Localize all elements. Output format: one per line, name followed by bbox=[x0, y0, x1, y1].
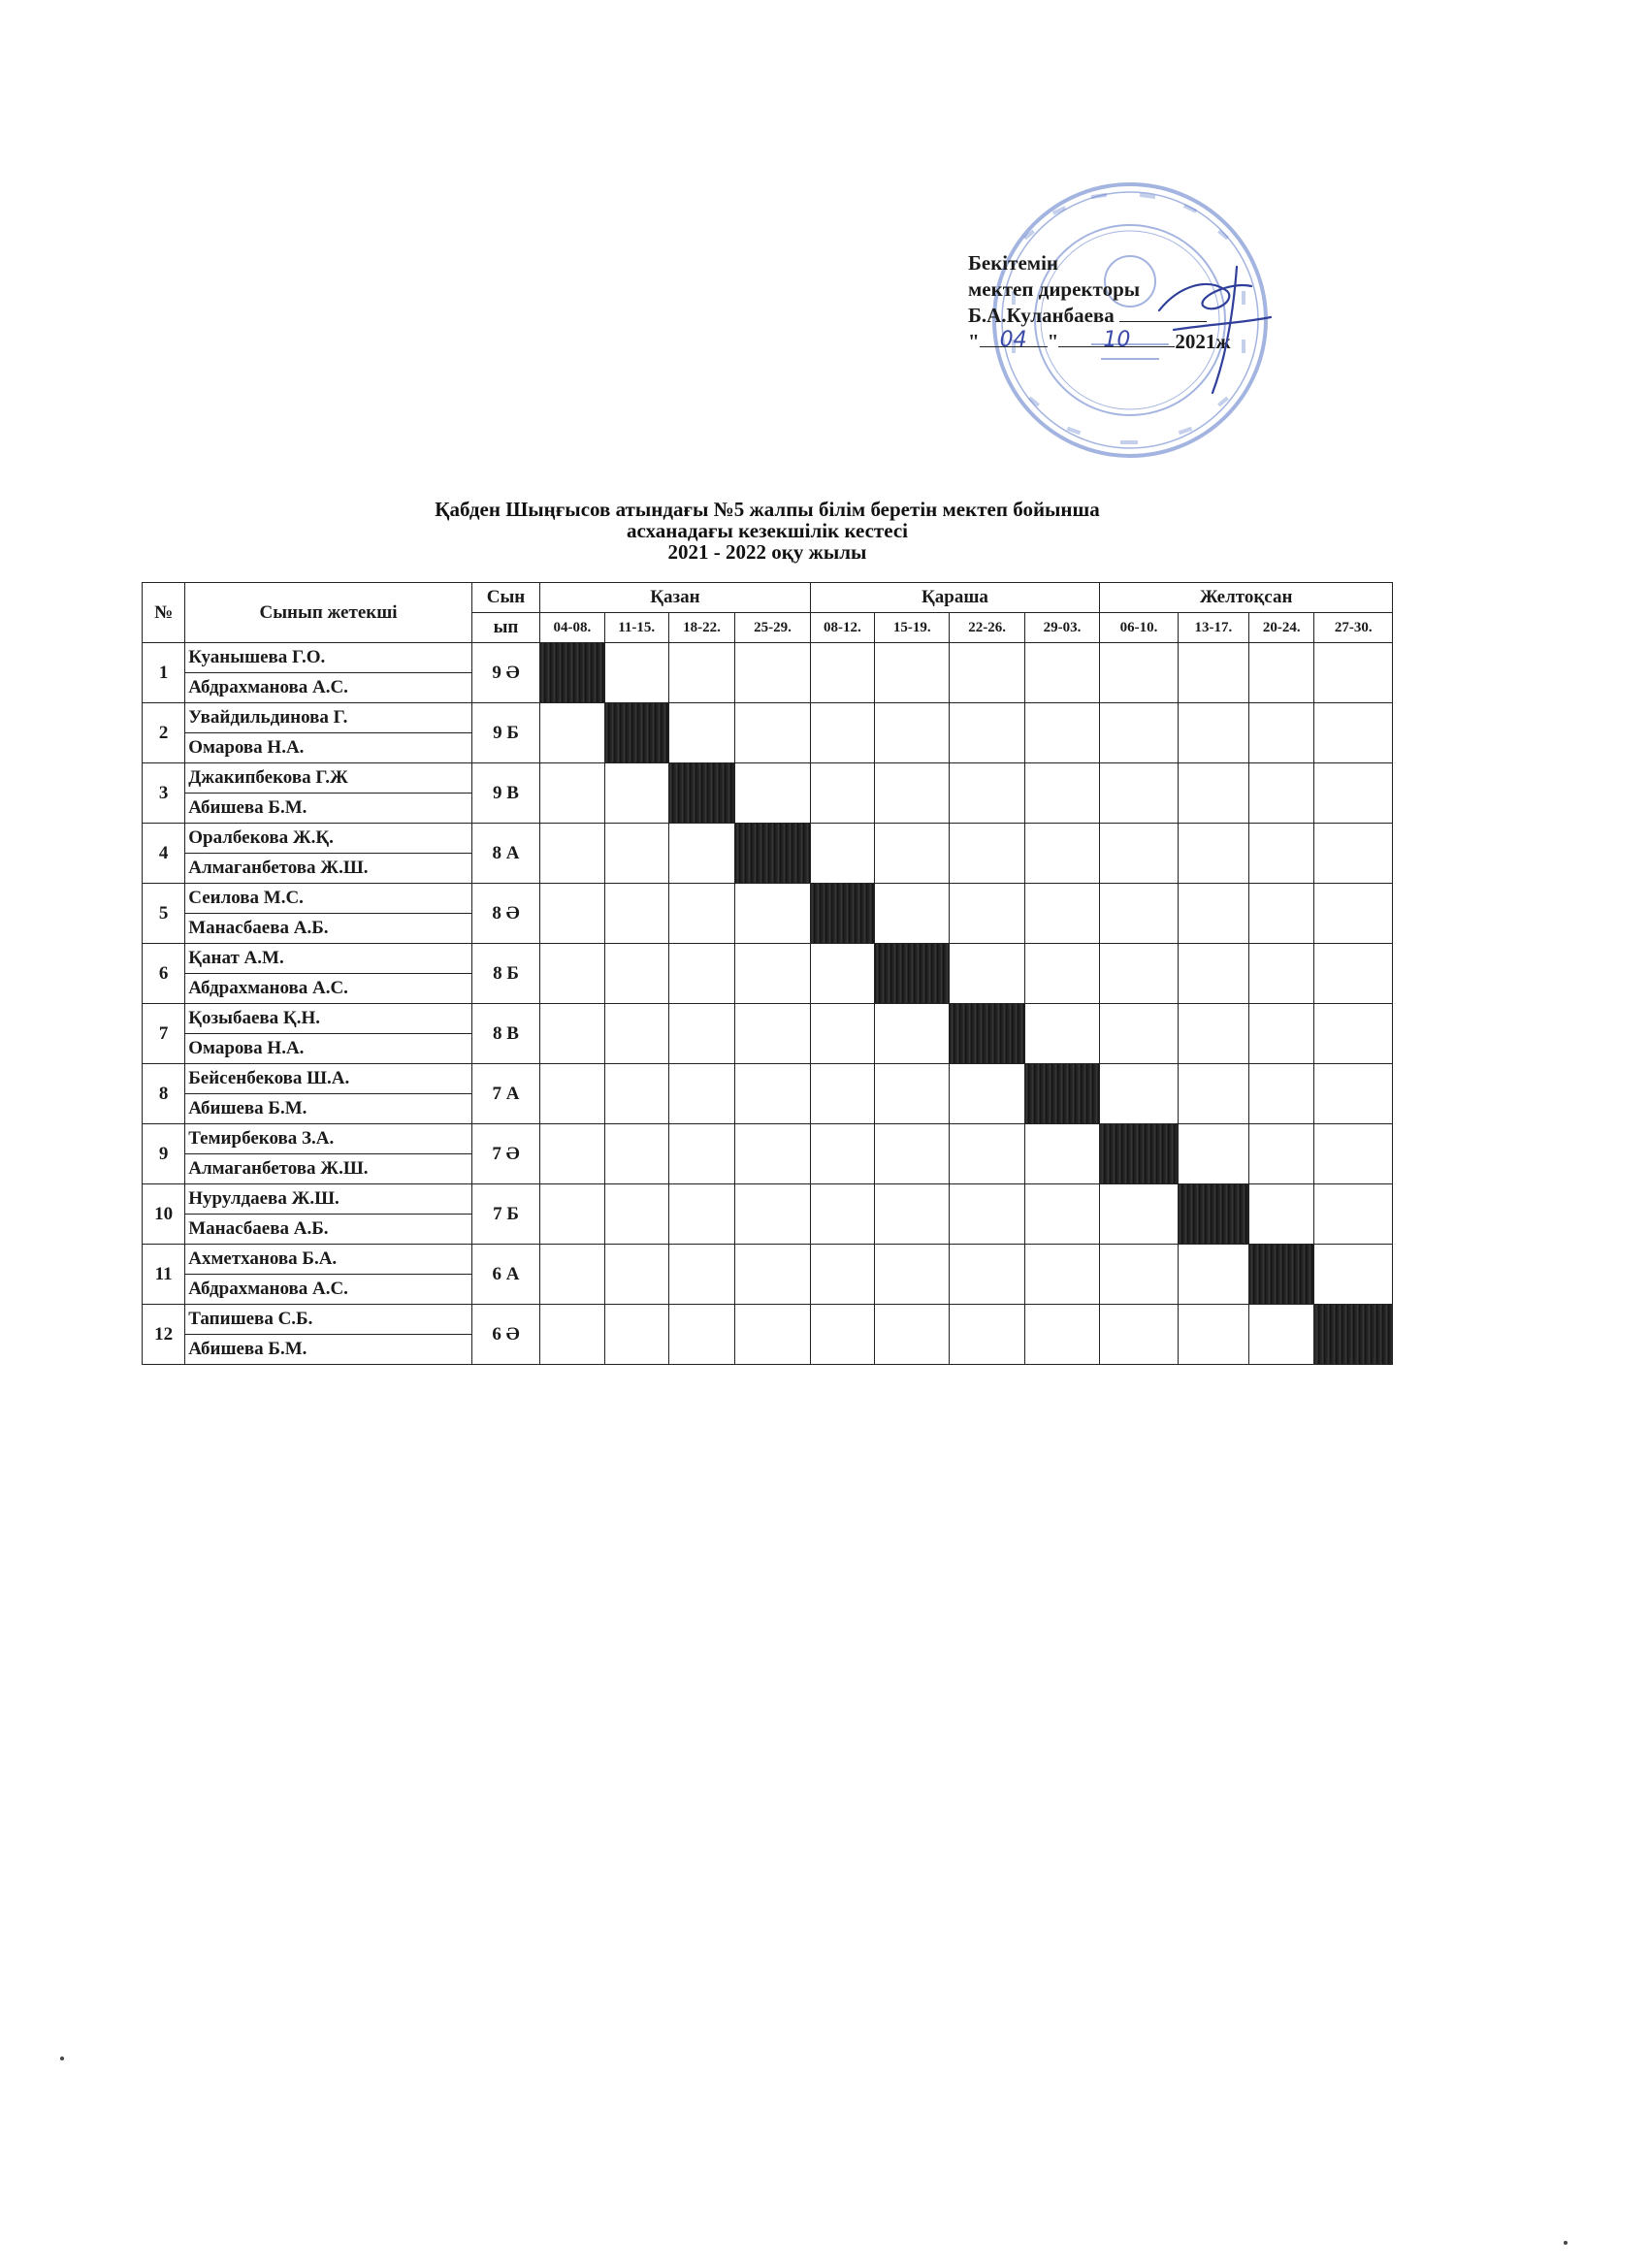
duty-week-cell bbox=[875, 1245, 950, 1305]
class-teacher-name: Тапишева С.Б. bbox=[185, 1305, 472, 1335]
class-teacher-name: Джакипбекова Г.Ж bbox=[185, 763, 472, 794]
duty-week-cell bbox=[950, 824, 1024, 884]
duty-week-cell-filled bbox=[1314, 1305, 1393, 1365]
assistant-teacher-name: Омарова Н.А. bbox=[185, 733, 472, 763]
duty-week-cell bbox=[810, 1184, 874, 1245]
duty-week-cell bbox=[1100, 824, 1178, 884]
date-month: 10 bbox=[1103, 328, 1131, 352]
duty-week-cell bbox=[735, 1305, 810, 1365]
duty-week-cell bbox=[1314, 703, 1393, 763]
duty-week-cell bbox=[1178, 1245, 1248, 1305]
table-row bbox=[143, 703, 1393, 733]
duty-week-cell bbox=[810, 763, 874, 824]
duty-week-cell-filled bbox=[875, 944, 950, 1004]
duty-week-cell bbox=[1024, 1124, 1099, 1184]
table-row bbox=[143, 1245, 1393, 1275]
assistant-teacher-name: Абишева Б.М. bbox=[185, 1094, 472, 1124]
class-label: 7 Б bbox=[471, 1184, 539, 1245]
duty-week-cell bbox=[604, 944, 668, 1004]
duty-week-cell bbox=[810, 944, 874, 1004]
duty-week-cell bbox=[668, 1064, 734, 1124]
assistant-teacher-name: Абишева Б.М. bbox=[185, 1335, 472, 1365]
duty-week-cell bbox=[735, 1124, 810, 1184]
assistant-teacher-name: Манасбаева А.Б. bbox=[185, 1215, 472, 1245]
duty-week-cell bbox=[810, 703, 874, 763]
row-number: 6 bbox=[143, 944, 185, 1004]
duty-week-cell bbox=[668, 1124, 734, 1184]
duty-week-cell bbox=[668, 643, 734, 703]
class-label: 6 А bbox=[471, 1245, 539, 1305]
row-number: 3 bbox=[143, 763, 185, 824]
header-month-october: Қазан bbox=[540, 583, 811, 613]
header-week: 27-30. bbox=[1314, 613, 1393, 643]
table-row bbox=[143, 1184, 1393, 1215]
duty-week-cell bbox=[1249, 703, 1314, 763]
duty-week-cell bbox=[735, 1184, 810, 1245]
duty-week-cell bbox=[604, 1004, 668, 1064]
duty-week-cell bbox=[1178, 763, 1248, 824]
table-row bbox=[143, 643, 1393, 673]
row-number: 11 bbox=[143, 1245, 185, 1305]
duty-week-cell bbox=[1314, 944, 1393, 1004]
class-label: 9 Б bbox=[471, 703, 539, 763]
title-line-1: Қабден Шыңғысов атындағы №5 жалпы білім беретін мектеп бойынша bbox=[435, 498, 1100, 521]
header-week: 18-22. bbox=[668, 613, 734, 643]
table-row bbox=[143, 1305, 1393, 1335]
assistant-teacher-name: Алмаганбетова Ж.Ш. bbox=[185, 1154, 472, 1184]
duty-week-cell bbox=[1024, 944, 1099, 1004]
duty-week-cell bbox=[735, 1064, 810, 1124]
duty-week-cell bbox=[604, 824, 668, 884]
header-class-bottom: ып bbox=[471, 613, 539, 643]
duty-week-cell bbox=[668, 944, 734, 1004]
header-week: 13-17. bbox=[1178, 613, 1248, 643]
duty-week-cell bbox=[604, 1184, 668, 1245]
duty-week-cell bbox=[1100, 884, 1178, 944]
header-week: 06-10. bbox=[1100, 613, 1178, 643]
duty-week-cell bbox=[875, 1124, 950, 1184]
duty-week-cell bbox=[875, 643, 950, 703]
class-label: 8 А bbox=[471, 824, 539, 884]
duty-week-cell bbox=[875, 763, 950, 824]
title-line-2: асханадағы кезекшілік кестесі bbox=[627, 519, 908, 542]
header-week: 22-26. bbox=[950, 613, 1024, 643]
duty-week-cell bbox=[1178, 703, 1248, 763]
class-label: 8 Б bbox=[471, 944, 539, 1004]
header-week: 11-15. bbox=[604, 613, 668, 643]
duty-week-cell bbox=[1100, 944, 1178, 1004]
duty-week-cell bbox=[540, 824, 604, 884]
duty-week-cell bbox=[875, 1004, 950, 1064]
duty-week-cell bbox=[1024, 1245, 1099, 1305]
duty-week-cell bbox=[950, 944, 1024, 1004]
approval-position: мектеп директоры bbox=[968, 277, 1141, 301]
duty-week-cell bbox=[875, 824, 950, 884]
class-label: 9 Ә bbox=[471, 643, 539, 703]
duty-week-cell bbox=[1314, 884, 1393, 944]
duty-week-cell bbox=[604, 884, 668, 944]
duty-week-cell bbox=[1024, 1305, 1099, 1365]
duty-week-cell bbox=[668, 884, 734, 944]
duty-week-cell-filled bbox=[1249, 1245, 1314, 1305]
duty-week-cell bbox=[735, 643, 810, 703]
duty-week-cell bbox=[1249, 1124, 1314, 1184]
row-number: 2 bbox=[143, 703, 185, 763]
duty-week-cell bbox=[1100, 1184, 1178, 1245]
duty-week-cell bbox=[1249, 1064, 1314, 1124]
duty-week-cell bbox=[1100, 703, 1178, 763]
date-year: 2021ж bbox=[1175, 330, 1231, 353]
duty-week-cell bbox=[540, 884, 604, 944]
duty-week-cell bbox=[1178, 643, 1248, 703]
row-number: 4 bbox=[143, 824, 185, 884]
duty-week-cell bbox=[1314, 1004, 1393, 1064]
table-row bbox=[143, 884, 1393, 914]
duty-week-cell bbox=[950, 1245, 1024, 1305]
duty-week-cell bbox=[1178, 1305, 1248, 1365]
duty-week-cell-filled bbox=[1178, 1184, 1248, 1245]
duty-week-cell bbox=[1249, 884, 1314, 944]
class-teacher-name: Қозыбаева Қ.Н. bbox=[185, 1004, 472, 1034]
table-row bbox=[143, 1124, 1393, 1154]
duty-week-cell bbox=[875, 1305, 950, 1365]
scan-speck bbox=[60, 2057, 64, 2060]
duty-week-cell bbox=[1024, 763, 1099, 824]
class-label: 9 В bbox=[471, 763, 539, 824]
duty-week-cell bbox=[540, 944, 604, 1004]
class-teacher-name: Темирбекова З.А. bbox=[185, 1124, 472, 1154]
row-number: 8 bbox=[143, 1064, 185, 1124]
duty-week-cell bbox=[1024, 824, 1099, 884]
duty-week-cell bbox=[540, 1004, 604, 1064]
header-teacher: Сынып жетекші bbox=[185, 583, 472, 643]
duty-week-cell bbox=[1024, 643, 1099, 703]
duty-week-cell bbox=[604, 1064, 668, 1124]
document-title bbox=[142, 499, 1393, 563]
duty-week-cell bbox=[875, 703, 950, 763]
duty-week-cell bbox=[604, 1124, 668, 1184]
duty-week-cell bbox=[1249, 824, 1314, 884]
header-month-december: Желтоқсан bbox=[1100, 583, 1393, 613]
approval-date-line: " 04 " 10 2021ж bbox=[968, 328, 1231, 353]
row-number: 1 bbox=[143, 643, 185, 703]
header-month-november: Қараша bbox=[810, 583, 1100, 613]
duty-week-cell-filled bbox=[540, 643, 604, 703]
date-day-blank bbox=[980, 328, 1048, 352]
row-number: 10 bbox=[143, 1184, 185, 1245]
duty-week-cell bbox=[950, 1124, 1024, 1184]
assistant-teacher-name: Омарова Н.А. bbox=[185, 1034, 472, 1064]
duty-week-cell bbox=[540, 763, 604, 824]
duty-week-cell bbox=[1314, 1124, 1393, 1184]
class-teacher-name: Оралбекова Ж.Қ. bbox=[185, 824, 472, 854]
duty-week-cell bbox=[810, 1064, 874, 1124]
duty-week-cell bbox=[1178, 824, 1248, 884]
assistant-teacher-name: Абишева Б.М. bbox=[185, 794, 472, 824]
duty-week-cell bbox=[668, 1004, 734, 1064]
duty-week-cell bbox=[1100, 763, 1178, 824]
header-class-top: Сын bbox=[471, 583, 539, 613]
duty-week-cell bbox=[1314, 763, 1393, 824]
duty-week-cell-filled bbox=[1024, 1064, 1099, 1124]
header-week: 04-08. bbox=[540, 613, 604, 643]
duty-week-cell bbox=[735, 763, 810, 824]
duty-week-cell bbox=[540, 1305, 604, 1365]
duty-week-cell bbox=[1024, 1184, 1099, 1245]
duty-week-cell bbox=[668, 1245, 734, 1305]
row-number: 5 bbox=[143, 884, 185, 944]
header-week: 15-19. bbox=[875, 613, 950, 643]
assistant-teacher-name: Абдрахманова А.С. bbox=[185, 1275, 472, 1305]
assistant-teacher-name: Манасбаева А.Б. bbox=[185, 914, 472, 944]
header-number: № bbox=[143, 583, 185, 643]
duty-week-cell bbox=[810, 643, 874, 703]
header-week: 29-03. bbox=[1024, 613, 1099, 643]
duty-week-cell bbox=[604, 643, 668, 703]
class-label: 7 Ә bbox=[471, 1124, 539, 1184]
duty-week-cell bbox=[604, 1245, 668, 1305]
duty-week-cell bbox=[950, 643, 1024, 703]
duty-week-cell-filled bbox=[604, 703, 668, 763]
header-week: 25-29. bbox=[735, 613, 810, 643]
class-teacher-name: Сеилова М.С. bbox=[185, 884, 472, 914]
duty-week-cell bbox=[540, 1245, 604, 1305]
duty-week-cell bbox=[735, 703, 810, 763]
assistant-teacher-name: Алмаганбетова Ж.Ш. bbox=[185, 854, 472, 884]
duty-week-cell bbox=[735, 884, 810, 944]
duty-week-cell bbox=[875, 884, 950, 944]
table-row bbox=[143, 824, 1393, 854]
duty-week-cell bbox=[1249, 1305, 1314, 1365]
duty-week-cell bbox=[604, 1305, 668, 1365]
duty-week-cell bbox=[1314, 1245, 1393, 1305]
duty-week-cell bbox=[668, 824, 734, 884]
duty-week-cell bbox=[540, 1184, 604, 1245]
duty-week-cell bbox=[1024, 703, 1099, 763]
director-name: Б.А.Куланбаева bbox=[968, 304, 1115, 327]
duty-week-cell bbox=[735, 944, 810, 1004]
class-teacher-name: Нурулдаева Ж.Ш. bbox=[185, 1184, 472, 1215]
duty-week-cell bbox=[668, 703, 734, 763]
duty-week-cell bbox=[1314, 824, 1393, 884]
row-number: 12 bbox=[143, 1305, 185, 1365]
duty-week-cell bbox=[875, 1184, 950, 1245]
duty-schedule-table bbox=[142, 582, 1393, 1365]
class-teacher-name: Қанат А.М. bbox=[185, 944, 472, 974]
duty-week-cell bbox=[1100, 1245, 1178, 1305]
assistant-teacher-name: Абдрахманова А.С. bbox=[185, 974, 472, 1004]
duty-week-cell bbox=[950, 1184, 1024, 1245]
duty-week-cell bbox=[1178, 1004, 1248, 1064]
duty-week-cell bbox=[1178, 1124, 1248, 1184]
duty-week-cell-filled bbox=[950, 1004, 1024, 1064]
duty-week-cell bbox=[1100, 1004, 1178, 1064]
table-row bbox=[143, 1004, 1393, 1034]
duty-week-cell bbox=[810, 1124, 874, 1184]
duty-week-cell bbox=[1249, 1004, 1314, 1064]
duty-week-cell bbox=[1024, 1004, 1099, 1064]
duty-week-cell bbox=[950, 763, 1024, 824]
scan-speck bbox=[1564, 2241, 1568, 2245]
title-line-3: 2021 - 2022 оқу жылы bbox=[667, 540, 867, 564]
duty-week-cell bbox=[1314, 1184, 1393, 1245]
duty-week-cell bbox=[1100, 643, 1178, 703]
duty-week-cell bbox=[950, 1064, 1024, 1124]
date-day: 04 bbox=[999, 328, 1027, 352]
duty-week-cell bbox=[1100, 1305, 1178, 1365]
duty-week-cell bbox=[1178, 1064, 1248, 1124]
duty-week-cell-filled bbox=[1100, 1124, 1178, 1184]
duty-week-cell bbox=[1249, 944, 1314, 1004]
duty-week-cell bbox=[810, 1245, 874, 1305]
duty-week-cell bbox=[1024, 884, 1099, 944]
duty-week-cell bbox=[1249, 643, 1314, 703]
duty-week-cell bbox=[1249, 763, 1314, 824]
duty-week-cell bbox=[950, 1305, 1024, 1365]
duty-week-cell bbox=[950, 884, 1024, 944]
duty-week-cell bbox=[1314, 1064, 1393, 1124]
duty-week-cell bbox=[735, 1245, 810, 1305]
duty-week-cell bbox=[540, 703, 604, 763]
duty-week-cell bbox=[540, 1064, 604, 1124]
duty-week-cell bbox=[950, 703, 1024, 763]
row-number: 7 bbox=[143, 1004, 185, 1064]
duty-week-cell-filled bbox=[735, 824, 810, 884]
duty-week-cell bbox=[668, 1184, 734, 1245]
class-teacher-name: Куанышева Г.О. bbox=[185, 643, 472, 673]
table-row bbox=[143, 763, 1393, 794]
approval-heading: Бекітемін bbox=[968, 251, 1059, 275]
duty-week-cell bbox=[1178, 884, 1248, 944]
duty-week-cell bbox=[810, 1004, 874, 1064]
duty-week-cell bbox=[875, 1064, 950, 1124]
director-signature bbox=[1135, 247, 1280, 403]
class-teacher-name: Увайдильдинова Г. bbox=[185, 703, 472, 733]
class-label: 8 Ә bbox=[471, 884, 539, 944]
duty-week-cell-filled bbox=[668, 763, 734, 824]
duty-week-cell bbox=[540, 1124, 604, 1184]
duty-week-cell bbox=[1249, 1184, 1314, 1245]
duty-week-cell bbox=[1178, 944, 1248, 1004]
duty-week-cell-filled bbox=[810, 884, 874, 944]
duty-week-cell bbox=[810, 824, 874, 884]
class-label: 7 А bbox=[471, 1064, 539, 1124]
row-number: 9 bbox=[143, 1124, 185, 1184]
assistant-teacher-name: Абдрахманова А.С. bbox=[185, 673, 472, 703]
class-label: 6 Ә bbox=[471, 1305, 539, 1365]
duty-week-cell bbox=[668, 1305, 734, 1365]
duty-week-cell bbox=[1314, 643, 1393, 703]
duty-week-cell bbox=[810, 1305, 874, 1365]
header-week: 08-12. bbox=[810, 613, 874, 643]
class-teacher-name: Бейсенбекова Ш.А. bbox=[185, 1064, 472, 1094]
duty-week-cell bbox=[604, 763, 668, 824]
class-label: 8 В bbox=[471, 1004, 539, 1064]
table-row bbox=[143, 944, 1393, 974]
class-teacher-name: Ахметханова Б.А. bbox=[185, 1245, 472, 1275]
duty-week-cell bbox=[735, 1004, 810, 1064]
header-week: 20-24. bbox=[1249, 613, 1314, 643]
duty-week-cell bbox=[1100, 1064, 1178, 1124]
table-row bbox=[143, 1064, 1393, 1094]
